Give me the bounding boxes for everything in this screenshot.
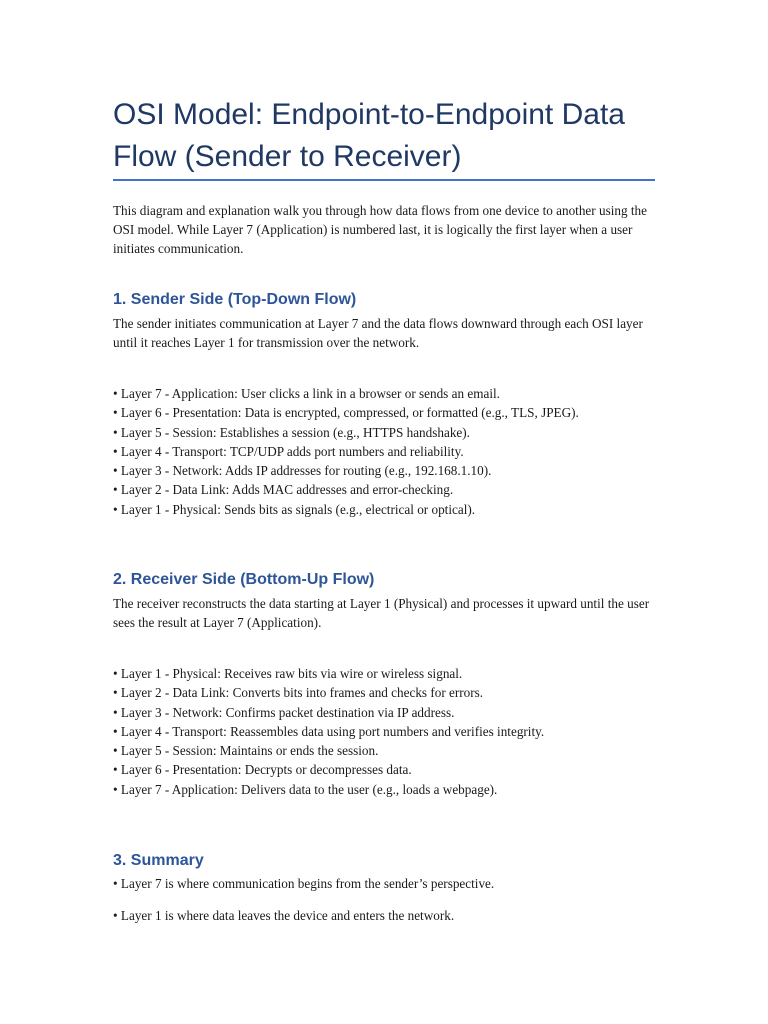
list-item: • Layer 7 - Application: Delivers data to the user (e.g., loads a webpage). [113,781,498,797]
sender-heading: 1. Sender Side (Top-Down Flow) [113,291,357,308]
summary-heading: 3. Summary [113,852,204,869]
summary-item: • Layer 1 is where data leaves the device and enters the network. [113,908,455,923]
list-item: • Layer 2 - Data Link: Converts bits into frames and checks for errors. [113,685,484,701]
receiver-paragraph: The receiver reconstructs the data starting at Layer 1 (Physical) and processes it upward until the user sees the result at Layer 7 (Application). [113,596,650,630]
sender-layer-list [113,384,658,519]
list-item: • Layer 7 - Application: User clicks a link in a browser or sends an email. [113,386,500,401]
list-item: • Layer 1 - Physical: Receives raw bits via wire or wireless signal. [113,666,463,681]
list-item: • Layer 6 - Presentation: Decrypts or decompresses data. [113,762,412,778]
sender-paragraph: The sender initiates communication at Layer 7 and the data flows downward through each OSI layer until it reaches Layer 1 for transmission over the network. [113,316,643,350]
receiver-layer-list [113,664,658,799]
list-item: • Layer 6 - Presentation: Data is encrypted, compressed, or formatted (e.g., TLS, JPEG). [113,405,579,421]
list-item: • Layer 3 - Network: Adds IP addresses for routing (e.g., 192.168.1.10). [113,463,492,479]
list-item: • Layer 2 - Data Link: Adds MAC addresses and error-checking. [113,482,454,498]
list-item: • Layer 3 - Network: Confirms packet destination via IP address. [113,704,455,720]
list-item: • Layer 5 - Session: Maintains or ends the session. [113,743,379,759]
list-item: • Layer 4 - Transport: TCP/UDP adds port numbers and reliability. [113,443,464,459]
intro-paragraph: This diagram and explanation walk you through how data flows from one device to another using the OSI model. While Layer 7 (Application) is numbered last, it is logically the first layer when a user initiates communication. [113,203,647,256]
document-title: OSI Model: Endpoint-to-Endpoint Data Flow (Sender to Receiver) [113,98,625,173]
list-item: • Layer 4 - Transport: Reassembles data using port numbers and verifies integrity. [113,723,545,739]
receiver-heading: 2. Receiver Side (Bottom-Up Flow) [113,571,375,588]
list-item: • Layer 1 - Physical: Sends bits as signals (e.g., electrical or optical). [113,501,476,517]
title-underline-rule [113,179,655,181]
summary-item: • Layer 7 is where communication begins from the sender’s perspective. [113,876,495,891]
list-item: • Layer 5 - Session: Establishes a session (e.g., HTTPS handshake). [113,424,470,440]
